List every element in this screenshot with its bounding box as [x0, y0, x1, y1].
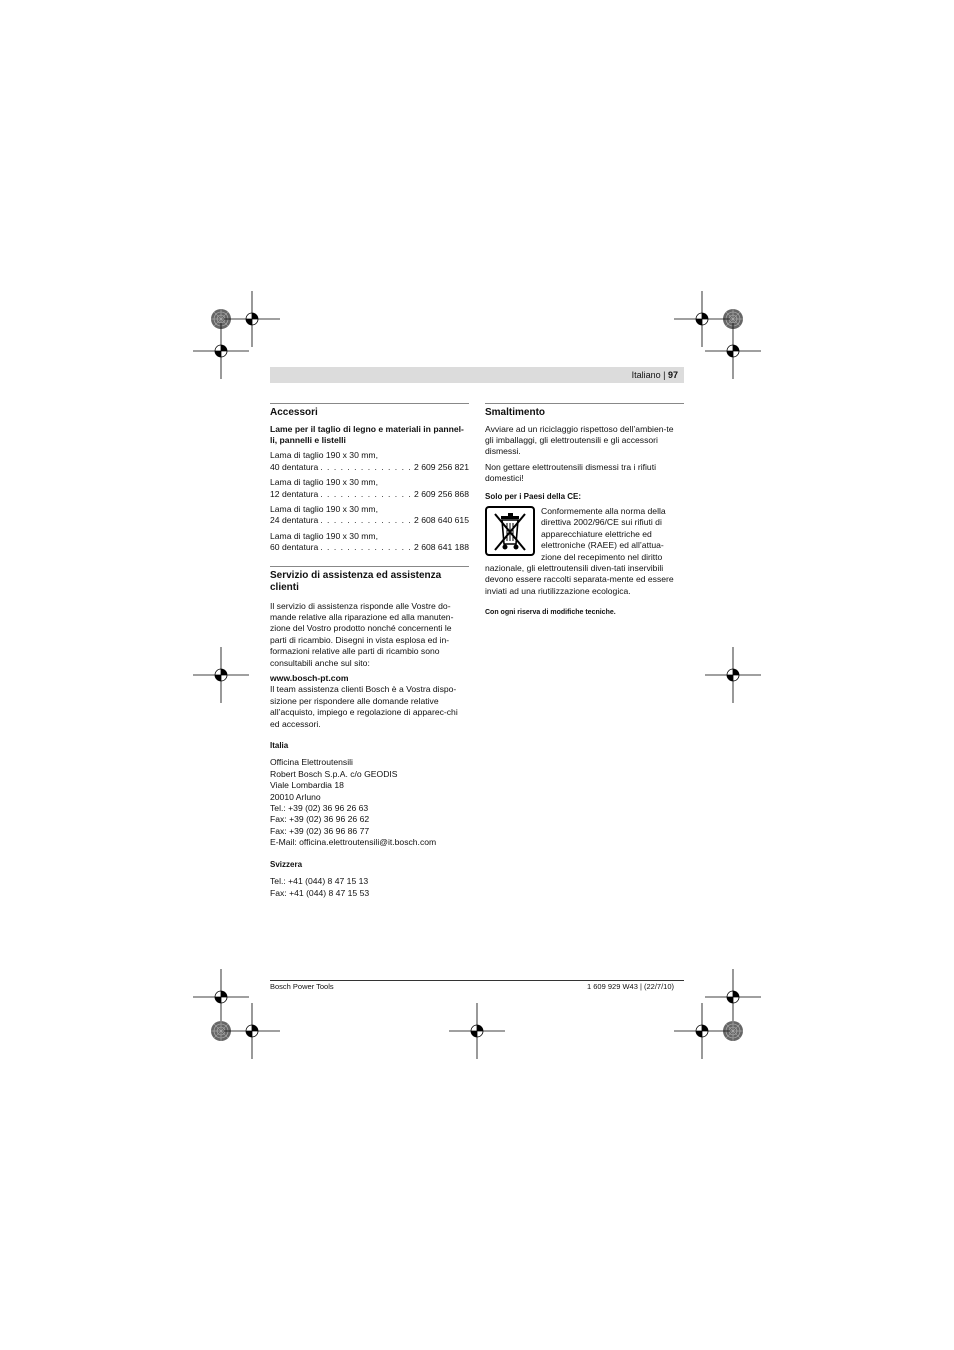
right-column — [485, 403, 684, 619]
smaltimento-para2: Non gettare elettroutensili dismessi tra i rifiuti domestici! — [485, 461, 656, 484]
address-line: E-Mail: officina.elettroutensili@it.bosch.com — [270, 837, 437, 848]
accessori-title: Accessori — [270, 407, 318, 418]
contact-line: Tel.: +41 (044) 8 47 15 13 — [270, 876, 369, 887]
smaltimento-section — [485, 403, 684, 619]
accessory-teeth: 40 dentatura — [270, 461, 319, 472]
address-line: Viale Lombardia 18 — [270, 780, 344, 791]
servizio-section — [270, 566, 469, 730]
svizzera-section — [270, 859, 469, 899]
svizzera-contacts — [270, 876, 469, 899]
accessory-teeth: 24 dentatura — [270, 515, 319, 526]
servizio-para2: Il team assistenza clienti Bosch è a Vostra dispo-sizione per rispondere alle domande relative all’acquisto, impiego e regolazione di apparec-chi ed accessori. — [270, 684, 458, 729]
address-line: Robert Bosch S.p.A. c/o GEODIS — [270, 768, 398, 779]
header-label — [632, 369, 678, 381]
footer-rule — [270, 980, 684, 981]
address-line: 20010 Arluno — [270, 791, 321, 802]
website-link[interactable]: www.bosch-pt.com — [270, 673, 349, 683]
contact-line: Fax: +41 (044) 8 47 15 53 — [270, 887, 370, 898]
accessori-subtitle: Lame per il taglio di legno e materiali in pannel-li, pannelli e listelli — [270, 423, 464, 445]
footer-doc-code: 1 609 929 W43 | (22/7/10) — [587, 982, 675, 991]
italia-address — [270, 757, 469, 848]
ce-heading: Solo per i Paesi della CE: — [485, 491, 582, 501]
accessori-section — [270, 403, 469, 554]
address-line: Fax: +39 (02) 36 96 26 62 — [270, 814, 370, 825]
accessory-description: Lama di taglio 190 x 30 mm, — [270, 477, 378, 488]
servizio-para1: Il servizio di assistenza risponde alle Vostre do-mande relative alla riparazione ed alla manuten-zione del Vostro prodotto nonché concernenti le parti di ricambio. Disegni in vista esplosa ed in-formazioni relative alle parti di ricambio sono consultabili anche sul sito: — [270, 600, 454, 668]
leader-dots — [318, 542, 414, 553]
address-line: Officina Elettroutensili — [270, 757, 353, 768]
servizio-title: Servizio di assistenza ed assistenza clienti — [270, 569, 442, 594]
svizzera-heading: Svizzera — [270, 859, 303, 869]
leader-dots — [318, 462, 414, 473]
header-bar — [270, 367, 684, 383]
weee-block — [485, 506, 684, 597]
accessory-line — [270, 542, 469, 553]
accessory-description: Lama di taglio 190 x 30 mm, — [270, 530, 378, 541]
accessory-teeth: 60 dentatura — [270, 542, 319, 553]
technical-changes-note: Con ogni riserva di modifiche tecniche. — [485, 609, 616, 617]
leader-dots — [318, 489, 414, 500]
accessory-item — [270, 450, 469, 473]
smaltimento-title: Smaltimento — [485, 407, 546, 418]
accessory-item — [270, 477, 469, 500]
left-column — [270, 403, 469, 899]
accessory-item — [270, 504, 469, 527]
smaltimento-para1: Avviare ad un riciclaggio rispettoso dell’ambien-te gli imballaggi, gli elettroutensili e gli accessori dismessi. — [485, 423, 674, 457]
address-line: Fax: +39 (02) 36 96 86 77 — [270, 825, 370, 836]
accessory-description: Lama di taglio 190 x 30 mm, — [270, 450, 378, 461]
accessory-description: Lama di taglio 190 x 30 mm, — [270, 503, 378, 514]
accessory-teeth: 12 dentatura — [270, 488, 319, 499]
accessory-code: 2 609 256 821 — [414, 461, 469, 472]
accessory-line — [270, 515, 469, 526]
accessory-code: 2 608 641 188 — [414, 542, 469, 553]
page-number: 97 — [667, 370, 678, 380]
crossed-out-wheelie-bin-icon — [485, 506, 535, 556]
italia-heading: Italia — [270, 741, 289, 751]
accessory-code: 2 609 256 868 — [414, 488, 469, 499]
accessory-code: 2 608 640 615 — [414, 515, 469, 526]
accessory-line — [270, 462, 469, 473]
address-line: Tel.: +39 (02) 36 96 26 63 — [270, 803, 369, 814]
accessory-line — [270, 489, 469, 500]
footer-brand: Bosch Power Tools — [270, 982, 334, 991]
accessori-list — [270, 450, 469, 553]
accessory-item — [270, 531, 469, 554]
leader-dots — [318, 515, 414, 526]
italia-section — [270, 740, 469, 849]
header-language: Italiano — [631, 370, 661, 380]
header-separator: | — [663, 370, 666, 380]
ce-text: Conformemente alla norma della direttiva 2002/96/CE sui rifiuti di apparecchiature elettriche ed elettroniche (RAEE) ed all’attua-zione del recepimento nel diritto nazionale, gli elettroutensili diven-tati inservibili devono essere raccolti separata-mente ed essere inviati ad una riutilizzazione ecologica. — [485, 505, 674, 596]
